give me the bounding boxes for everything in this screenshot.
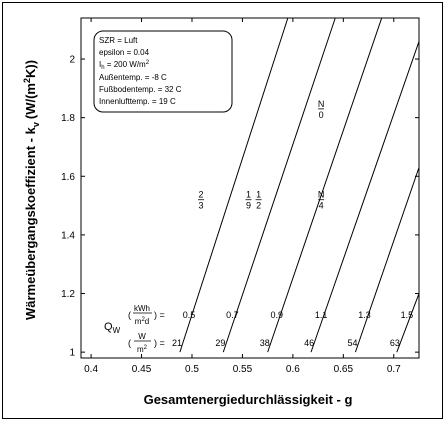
qw-value-kwh: 1.5	[400, 310, 414, 320]
fraction-denominator: 3	[198, 200, 204, 211]
series-line	[268, 18, 382, 352]
x-tick-label: 0.5	[185, 364, 199, 375]
x-tick-label: 0.4	[84, 364, 99, 375]
legend-line-6: Innenlufttemp. = 19 C	[99, 97, 176, 106]
legend-line-3-a: I	[99, 60, 102, 69]
y-axis-label-sub: v	[31, 122, 41, 128]
legend-line-4: Außentemp. = -8 C	[99, 73, 167, 82]
fraction-numerator: 2	[198, 189, 204, 200]
fraction-numerator: N	[317, 98, 325, 109]
qw-unit1-den-end: d	[144, 317, 150, 326]
x-tick-label: 0.65	[333, 364, 354, 375]
series-line	[397, 294, 419, 353]
qw-annotations	[172, 310, 413, 348]
x-tick-label: 0.6	[285, 364, 300, 375]
y-tick-label: 1.2	[61, 289, 75, 301]
x-tick-label: 0.7	[386, 364, 401, 375]
y-tick-label: 1	[69, 347, 75, 359]
y-axis-label-unit-sup: 2	[22, 78, 32, 84]
qw-open-1: (	[128, 310, 131, 320]
qw-value-kwh: 0.5	[182, 310, 196, 320]
legend-line-2: epsilon = 0.04	[99, 48, 150, 57]
x-tick-label: 0.55	[232, 364, 253, 375]
fraction-denominator: 2	[256, 200, 262, 211]
qw-value-w: 63	[389, 338, 400, 348]
qw-value-kwh: 0.9	[270, 310, 283, 320]
legend-box	[94, 31, 232, 112]
y-axis-label-main: Wärmeübergangskoeffizient - k	[23, 127, 38, 321]
y-axis-label-group	[22, 60, 41, 320]
series-line	[223, 18, 335, 352]
qw-unit1-den-main: m	[134, 317, 142, 326]
qw-label-group	[104, 304, 165, 354]
qw-label-sub: W	[112, 326, 121, 335]
series-line	[311, 41, 419, 352]
line-labels	[198, 99, 324, 211]
legend-line-5: Fußbodentemp. = 32 C	[99, 85, 182, 94]
legend-line-3-sub: h	[101, 65, 105, 71]
qw-eq-1: ) =	[154, 310, 165, 320]
qw-value-kwh: 1.1	[314, 310, 328, 320]
y-tick-label: 1.6	[61, 171, 75, 183]
qw-unit1-den-sup: 2	[141, 317, 145, 323]
fraction-denominator: 4	[318, 200, 324, 211]
fraction-denominator: 0	[318, 109, 324, 120]
qw-open-2: (	[128, 338, 131, 348]
qw-value-w: 29	[215, 338, 226, 348]
qw-unit2-den-sup: 2	[143, 345, 148, 351]
qw-value-w: 54	[347, 338, 358, 348]
y-tick-label: 1.8	[61, 113, 75, 125]
x-tick-label: 0.45	[131, 364, 152, 375]
qw-value-kwh: 1.3	[358, 310, 371, 320]
qw-unit2-num: W	[138, 332, 146, 341]
legend-line-1: SZR = Luft	[99, 36, 138, 45]
fraction-numerator: 1	[256, 189, 262, 200]
series-line	[355, 167, 419, 352]
y-axis-label-unit: (W/(m	[23, 83, 38, 120]
legend-line-3-sup: 2	[145, 60, 150, 66]
y-tick-label: 2	[69, 54, 75, 66]
qw-unit1-num: kWh	[134, 304, 150, 313]
fraction-numerator: N	[317, 189, 325, 200]
qw-value-w: 46	[304, 338, 315, 348]
legend-line-3-b: = 200 W/m	[104, 60, 146, 69]
qw-value-kwh: 0.7	[226, 310, 239, 320]
y-axis-label	[22, 60, 41, 320]
fraction-numerator: 1	[245, 189, 251, 200]
qw-value-w: 38	[259, 338, 270, 348]
qw-label	[104, 321, 121, 335]
qw-label-main: Q	[104, 321, 113, 333]
qw-unit1-den	[135, 317, 149, 326]
y-tick-label: 1.4	[61, 230, 75, 242]
qw-eq-2: ) =	[154, 338, 165, 348]
qw-unit2-den	[137, 345, 148, 354]
qw-value-w: 21	[171, 338, 182, 348]
y-axis-label-unit-end: K))	[23, 59, 38, 79]
fraction-denominator: 9	[245, 200, 251, 211]
qw-unit2-den-main: m	[136, 345, 144, 354]
x-axis-label: Gesamtenergiedurchlässigkeit - g	[143, 392, 353, 407]
